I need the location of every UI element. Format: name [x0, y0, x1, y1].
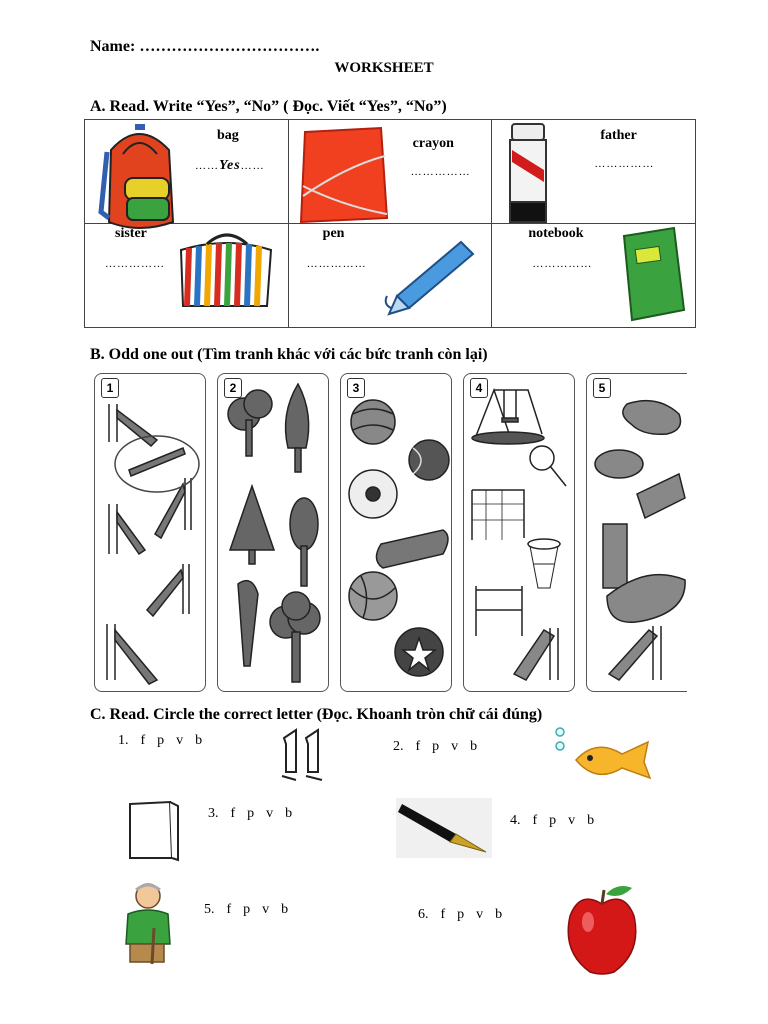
letter-option[interactable]: f [415, 739, 421, 754]
odd-panel-3[interactable] [340, 373, 452, 692]
letter-option[interactable]: p [432, 739, 440, 754]
word-pen: pen [322, 226, 345, 241]
glue-stick-icon [506, 122, 550, 224]
letter-option[interactable]: b [281, 902, 289, 917]
letter-option[interactable]: b [470, 739, 478, 754]
trees-group-icon [218, 374, 328, 691]
written-answer: Yes [219, 158, 241, 173]
worksheet-title: WORKSHEET [334, 60, 434, 76]
letter-option[interactable]: p [157, 733, 165, 748]
book-icon [126, 800, 182, 862]
slides-group-icon [95, 374, 205, 691]
name-field-line[interactable]: Name: ……………………………. [90, 38, 320, 55]
section-a-heading: A. Read. Write “Yes”, “No” ( Đọc. Viết “Yes”, “No”) [90, 98, 447, 115]
fish-icon [550, 724, 654, 782]
letter-option[interactable]: v [262, 902, 270, 917]
letter-option[interactable]: p [243, 902, 251, 917]
letter-option[interactable]: v [176, 733, 184, 748]
notebook-icon [618, 226, 688, 324]
word-crayon: crayon [412, 136, 454, 151]
answer-pen[interactable]: …………… [306, 258, 367, 270]
letter-option[interactable]: b [195, 733, 203, 748]
grandfather-icon [118, 880, 176, 966]
odd-panel-5[interactable] [586, 373, 687, 692]
letter-option[interactable]: f [140, 733, 146, 748]
section-c-heading: C. Read. Circle the correct letter (Đọc. Khoanh tròn chữ cái đúng) [90, 706, 543, 723]
letter-option[interactable]: v [451, 739, 459, 754]
letter-option[interactable]: b [285, 806, 293, 821]
letter-option[interactable]: f [230, 806, 236, 821]
panel-number: 4 [470, 378, 488, 398]
letter-option[interactable]: b [495, 907, 503, 922]
number-eleven-icon [276, 726, 336, 782]
letter-option[interactable]: p [457, 907, 465, 922]
letter-option[interactable]: v [568, 813, 576, 828]
letter-option[interactable]: f [532, 813, 538, 828]
panel-number: 2 [224, 378, 242, 398]
answer-bag[interactable]: ……Yes…… [195, 158, 265, 173]
section-b-heading: B. Odd one out (Tìm tranh khác với các bức tranh còn lại) [90, 346, 488, 363]
folder-icon [297, 126, 393, 224]
letter-option[interactable]: p [549, 813, 557, 828]
question-5 [204, 902, 300, 918]
cell-father [492, 120, 696, 224]
pools-group-icon [587, 374, 687, 691]
fountain-pen-icon [396, 798, 492, 858]
cell-pen [288, 224, 492, 328]
answer-father[interactable]: …………… [594, 158, 655, 170]
cell-notebook [492, 224, 696, 328]
panel-number: 3 [347, 378, 365, 398]
cell-crayon [288, 120, 492, 224]
marker-pen-icon [381, 234, 481, 314]
question-4 [510, 813, 606, 829]
question-number: 6. [418, 907, 429, 922]
word-father: father [600, 128, 637, 143]
panel-number: 1 [101, 378, 119, 398]
question-number: 1. [118, 733, 129, 748]
backpack-icon [99, 122, 179, 234]
apple-icon [564, 882, 640, 978]
letter-option[interactable]: f [440, 907, 446, 922]
letter-option[interactable]: b [587, 813, 595, 828]
answer-notebook[interactable]: …………… [532, 258, 593, 270]
letter-option[interactable]: v [476, 907, 484, 922]
answer-sister[interactable]: …………… [105, 258, 165, 270]
question-2 [393, 739, 489, 755]
answer-crayon[interactable]: …………… [410, 166, 471, 178]
word-bag: bag [217, 128, 239, 143]
cell-bag [85, 120, 289, 224]
playground-group-icon [464, 374, 574, 691]
section-a-grid [84, 119, 696, 328]
odd-panel-1[interactable] [94, 373, 206, 692]
letter-option[interactable]: f [226, 902, 232, 917]
odd-panel-2[interactable] [217, 373, 329, 692]
letter-option[interactable]: v [266, 806, 274, 821]
balls-group-icon [341, 374, 451, 691]
letter-option[interactable]: p [247, 806, 255, 821]
striped-bag-icon [177, 230, 275, 310]
question-6 [418, 907, 514, 923]
odd-panel-4[interactable] [463, 373, 575, 692]
question-number: 5. [204, 902, 215, 917]
question-3 [208, 806, 304, 822]
panel-number: 5 [593, 378, 611, 398]
word-sister: sister [115, 226, 147, 241]
question-number: 3. [208, 806, 219, 821]
question-number: 4. [510, 813, 521, 828]
question-1 [118, 733, 214, 749]
question-number: 2. [393, 739, 404, 754]
cell-sister [85, 224, 289, 328]
word-notebook: notebook [528, 226, 584, 241]
